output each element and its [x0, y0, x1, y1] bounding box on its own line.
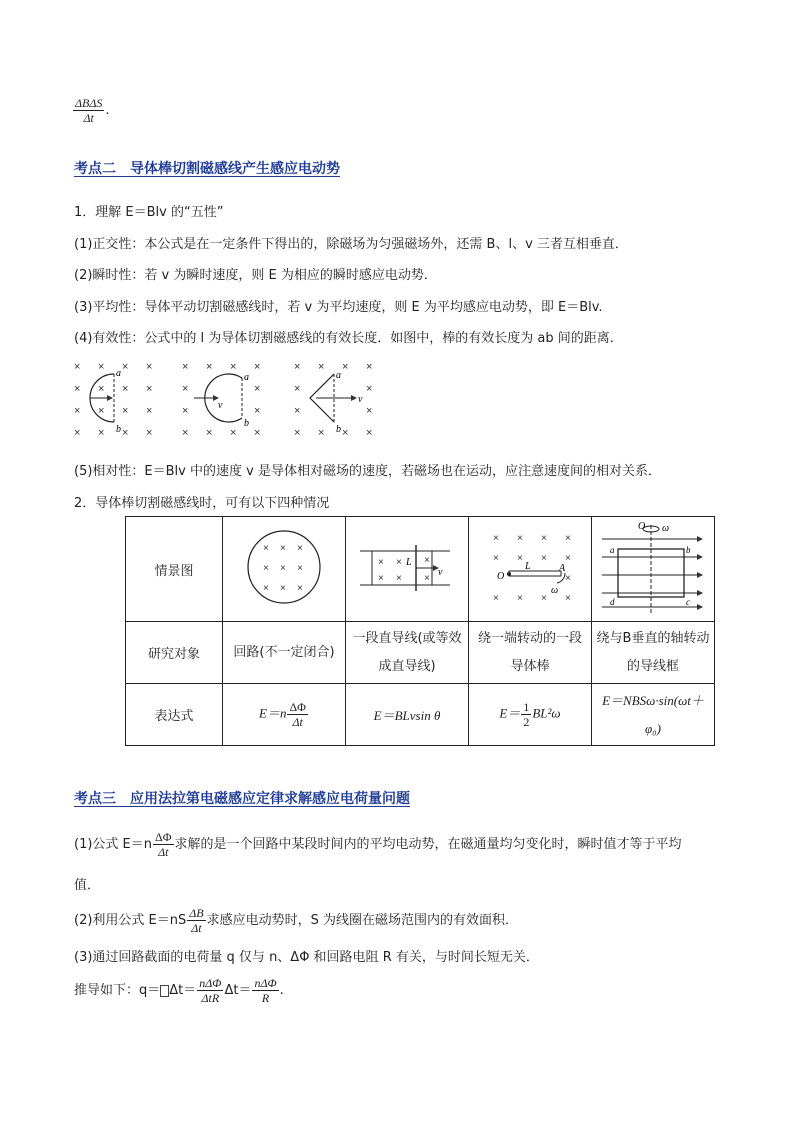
object-frame: 绕与B垂直的轴转动的导线框: [592, 622, 715, 684]
svg-text:×: ×: [98, 383, 105, 395]
svg-text:×: ×: [74, 427, 81, 439]
derive-f2-num: nΔΦ: [254, 976, 277, 990]
svg-text:×: ×: [378, 557, 384, 568]
label-v: v: [218, 400, 223, 411]
svg-text:×: ×: [565, 593, 571, 604]
section2-title: 考点二 导体棒切割磁感线产生感应电动势: [74, 161, 340, 177]
svg-text:×: ×: [565, 573, 571, 584]
s3-p2-suffix: 求感应电动势时，S 为线圈在磁场范围内的有效面积．: [206, 913, 519, 928]
derive-f1-den: ΔtR: [201, 991, 220, 1005]
svg-text:×: ×: [493, 593, 499, 604]
row-label-object: 研究对象: [126, 622, 223, 684]
svg-text:×: ×: [396, 557, 402, 568]
svg-text:×: ×: [366, 427, 373, 439]
expr-rod: [469, 684, 592, 746]
label-frame-c: c: [686, 597, 690, 607]
expr3-prefix: E＝: [499, 705, 521, 721]
svg-text:×: ×: [541, 533, 547, 544]
derive-f1-num: nΔΦ: [199, 976, 222, 990]
label-A: A: [559, 563, 566, 574]
s3-p1-den: Δt: [158, 845, 169, 859]
svg-text:×: ×: [396, 573, 402, 584]
svg-text:×: ×: [294, 361, 301, 373]
svg-text:×: ×: [280, 543, 286, 554]
svg-text:×: ×: [517, 553, 523, 564]
svg-text:×: ×: [182, 405, 189, 417]
s3-p1-prefix: (1)公式 E＝n: [74, 837, 153, 852]
scene-loop-diagram: [229, 517, 339, 617]
svg-text:×: ×: [230, 427, 237, 439]
svg-text:×: ×: [74, 361, 81, 373]
s3-p1-suffix: 求解的是一个回路中某段时间内的平均电动势，在磁通量均匀变化时，瞬时值才等于平均: [174, 837, 682, 852]
label-a: a: [116, 368, 121, 379]
svg-text:×: ×: [366, 361, 373, 373]
para-orthogonal: (1)正交性：本公式是在一定条件下得出的，除磁场为匀强磁场外，还需 B、l、v 三者互相垂直．: [74, 237, 628, 252]
label-b-3: b: [336, 424, 341, 435]
svg-text:×: ×: [98, 427, 105, 439]
scene-loop: [223, 517, 346, 622]
svg-text:×: ×: [424, 555, 430, 566]
object-loop: 回路(不一定闭合): [223, 622, 346, 684]
svg-text:×: ×: [254, 383, 261, 395]
expr-frame: E＝NBSω·sin(ωt＋φ₀): [592, 684, 715, 746]
label-frame-b: b: [686, 545, 691, 555]
svg-text:×: ×: [342, 427, 349, 439]
svg-text:×: ×: [294, 427, 301, 439]
svg-text:×: ×: [378, 573, 384, 584]
svg-text:×: ×: [297, 583, 303, 594]
para-average: (3)平均性：导体平动切割磁感线时，若 v 为平均速度，则 E 为平均感应电动势，即 E＝Blv.: [74, 300, 603, 315]
label-b-2: b: [244, 418, 249, 429]
svg-text:×: ×: [517, 593, 523, 604]
svg-text:×: ×: [206, 427, 213, 439]
svg-text:×: ×: [318, 361, 325, 373]
svg-text:×: ×: [182, 361, 189, 373]
svg-text:×: ×: [254, 405, 261, 417]
svg-text:×: ×: [280, 563, 286, 574]
svg-text:×: ×: [517, 533, 523, 544]
svg-text:×: ×: [297, 563, 303, 574]
s3-p2-num: ΔB: [189, 906, 204, 920]
svg-text:×: ×: [254, 427, 261, 439]
label-a-2: a: [244, 372, 249, 383]
derive-prefix: 推导如下：q＝: [74, 983, 161, 998]
effective-length-figure: [68, 356, 388, 446]
svg-text:×: ×: [122, 361, 129, 373]
svg-text:×: ×: [565, 553, 571, 564]
svg-text:×: ×: [541, 593, 547, 604]
svg-text:×: ×: [146, 361, 153, 373]
svg-text:×: ×: [182, 383, 189, 395]
svg-text:×: ×: [122, 405, 129, 417]
expr-loop: [223, 684, 346, 746]
label-L-2: L: [525, 561, 531, 572]
label-O: O: [497, 571, 505, 582]
svg-text:×: ×: [263, 563, 269, 574]
svg-text:×: ×: [280, 583, 286, 594]
expr1-prefix: E＝n: [259, 705, 287, 721]
svg-text:×: ×: [342, 361, 349, 373]
svg-text:×: ×: [146, 383, 153, 395]
top-fraction: [72, 96, 110, 125]
svg-text:×: ×: [297, 543, 303, 554]
object-rod: 绕一端转动的一段导体棒: [469, 622, 592, 684]
svg-text:×: ×: [263, 583, 269, 594]
svg-text:×: ×: [74, 405, 81, 417]
fraction-numerator: ΔBΔS: [75, 96, 103, 110]
svg-text:×: ×: [74, 383, 81, 395]
svg-text:×: ×: [493, 553, 499, 564]
derive-end: .: [279, 983, 284, 998]
table-row-expression: [126, 684, 715, 746]
s3-p2-den: Δt: [191, 921, 202, 935]
svg-text:×: ×: [565, 533, 571, 544]
svg-text:×: ×: [146, 427, 153, 439]
svg-text:×: ×: [206, 361, 213, 373]
item2: 2．导体棒切割磁感线时，可有以下四种情况: [74, 496, 330, 511]
object-wire: 一段直导线(或等效成直导线): [346, 622, 469, 684]
s3-p1-num: ΔΦ: [155, 830, 172, 844]
label-b: b: [116, 424, 121, 435]
derive-mid: Δt＝: [169, 983, 197, 998]
table-row-scene: [126, 517, 715, 622]
svg-text:×: ×: [294, 383, 301, 395]
svg-text:×: ×: [541, 553, 547, 564]
expr3-suffix: BL²ω: [532, 705, 561, 721]
svg-text:×: ×: [122, 427, 129, 439]
svg-text:×: ×: [294, 405, 301, 417]
label-v-3: v: [358, 394, 363, 405]
row-label-expression: 表达式: [126, 684, 223, 746]
cross-grid-1: [74, 361, 152, 439]
s3-p2-prefix: (2)利用公式 E＝nS: [74, 913, 187, 928]
svg-text:×: ×: [366, 383, 373, 395]
svg-text:×: ×: [493, 533, 499, 544]
expr1-den: Δt: [292, 715, 303, 729]
svg-text:×: ×: [98, 361, 105, 373]
expr-wire: E＝BLvsin θ: [346, 684, 469, 746]
para-relative: (5)相对性：E＝Blv 中的速度 v 是导体相对磁场的速度，若磁场也在运动，应注意速度间的相对关系．: [74, 464, 661, 479]
expr1-num: ΔΦ: [289, 700, 306, 714]
label-L: L: [406, 557, 412, 568]
s3-para1: [74, 830, 682, 859]
four-cases-table: [125, 516, 715, 746]
svg-text:×: ×: [182, 427, 189, 439]
svg-text:×: ×: [230, 361, 237, 373]
s3-derivation: [74, 976, 284, 1005]
svg-text:×: ×: [366, 405, 373, 417]
label-a-3: a: [336, 370, 341, 381]
fraction-denominator: Δt: [83, 111, 94, 125]
label-frame-a: a: [610, 545, 615, 555]
section3-title: 考点三 应用法拉第电磁感应定律求解感应电荷量问题: [74, 791, 410, 807]
svg-text:×: ×: [318, 427, 325, 439]
svg-text:×: ×: [98, 405, 105, 417]
scene-rotating-frame: [592, 517, 715, 622]
scene-straight-wire-diagram: [350, 517, 464, 617]
fraction-tail: .: [105, 103, 110, 118]
scene-straight-wire: [346, 517, 469, 622]
expr3-num: 1: [523, 700, 530, 714]
para-instant: (2)瞬时性：若 v 为瞬时速度，则 E 为相应的瞬时感应电动势．: [74, 268, 437, 283]
row-label-scene: 情景图: [126, 517, 223, 622]
svg-text:×: ×: [122, 383, 129, 395]
item1: 1．理解 E＝Blv 的“五性”: [74, 205, 224, 220]
s3-para1-cont: 值．: [74, 878, 101, 893]
table-row-object: [126, 622, 715, 684]
label-omega-2: ω: [662, 523, 670, 534]
svg-text:×: ×: [254, 361, 261, 373]
para-effective: (4)有效性：公式中的 l 为导体切割磁感线的有效长度．如图中，棒的有效长度为 ab 间的距离．: [74, 331, 623, 346]
label-v-table: v: [438, 567, 443, 578]
scene-rotating-rod: [469, 517, 592, 622]
scene-rotating-rod-diagram: [473, 517, 587, 617]
i-bar-symbol: [160, 985, 169, 997]
scene-rotating-frame-diagram: [596, 517, 710, 617]
derive-f2-den: R: [261, 991, 270, 1005]
s3-para3: (3)通过回路截面的电荷量 q 仅与 n、ΔΦ 和回路电阻 R 有关，与时间长短无关．: [74, 950, 539, 965]
svg-text:×: ×: [263, 543, 269, 554]
label-frame-d: d: [610, 597, 615, 607]
label-omega: ω: [551, 585, 559, 596]
derive-mid2: Δt＝: [224, 983, 252, 998]
expr3-den: 2: [523, 715, 530, 729]
label-O-2: O: [638, 521, 646, 532]
svg-text:×: ×: [146, 405, 153, 417]
s3-para2: [74, 906, 518, 935]
svg-text:×: ×: [424, 573, 430, 584]
